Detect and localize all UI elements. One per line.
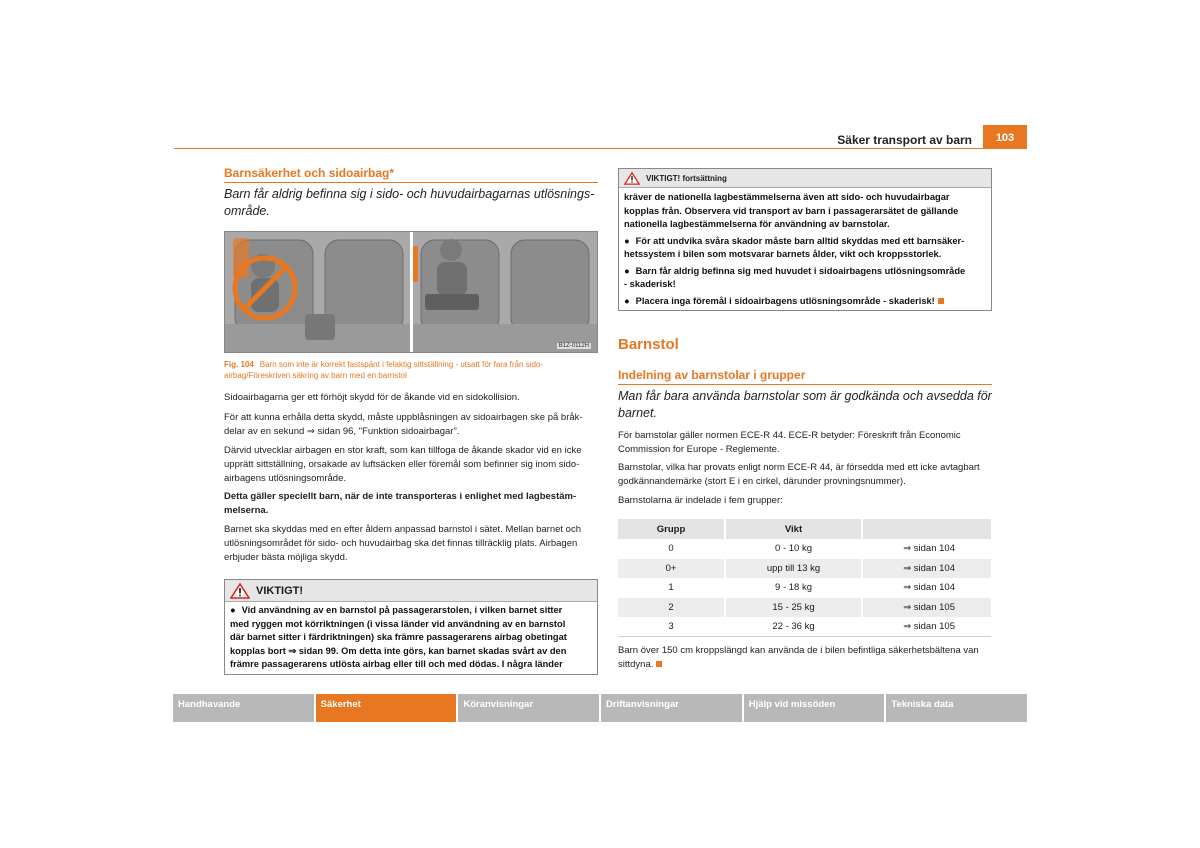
nav-tab-driftanvisningar[interactable]: Driftanvisningar	[601, 694, 742, 722]
warning-continuation-box	[618, 168, 992, 311]
cell-page-link[interactable]: ⇒ sidan 104	[903, 582, 955, 594]
table-header-row	[618, 519, 991, 539]
figure-caption	[224, 359, 602, 381]
bullet-icon: ●	[624, 265, 630, 276]
section-rule	[224, 182, 598, 183]
warning-line: kopplas från. Observera vid transport av barn i passagerarsätet de gällande	[624, 205, 959, 216]
table-row	[618, 559, 991, 579]
warning-continuation-label: VIKTIGT! fortsättning	[646, 173, 727, 183]
warning-header	[225, 580, 597, 602]
paragraph-5-line: Barnet ska skyddas med en efter åldern anpassad barnstol i sätet. Mellan barnet och	[224, 524, 581, 535]
warning-line: Barn får aldrig befinna sig med huvudet i sidoairbagens utlösningsområde	[635, 265, 966, 276]
paragraph-approval	[618, 461, 998, 489]
figure-code: B1Z-0112H	[558, 343, 589, 349]
paragraph-ece	[618, 429, 998, 457]
table-row	[618, 539, 991, 559]
warning-line: Vid användning av en barnstol på passagerarstolen, i vilken barnet sitter	[241, 605, 563, 615]
warning-line: nationella lagbestämmelserna för användning av barnstolar.	[624, 219, 890, 229]
cell-group: 1	[618, 578, 725, 598]
paragraph-3	[224, 444, 602, 486]
nav-tab-handhavande[interactable]: Handhavande	[173, 694, 314, 722]
paragraph-1: Sidoairbagarna ger ett förhöjt skydd för de åkande vid en sidokollision.	[224, 392, 520, 403]
figure-label: Fig. 104	[224, 360, 254, 369]
table-bottom-rule	[618, 636, 991, 637]
header-rule	[174, 148, 1027, 149]
bullet-icon: ●	[230, 605, 236, 615]
warning-triangle-icon	[230, 583, 250, 599]
warning-line: hetssystem i bilen som motsvarar barnets ålder, vikt och kroppsstorlek.	[624, 249, 942, 259]
warning-line: För att undvika svåra skador måste barn alltid skyddas med ett barnsäker-	[635, 235, 965, 246]
paragraph-5-line: erbjuder bästa möjliga skydd.	[224, 552, 348, 563]
cell-weight: 0 - 10 kg	[725, 539, 862, 559]
paragraph-belt	[618, 644, 998, 672]
end-mark-icon	[656, 661, 662, 667]
warning-box	[224, 579, 598, 675]
warning-line: främre passagerarens utlösta airbag eller till och med dödas. I några länder	[230, 659, 563, 669]
paragraph-line: Commission for Europe - Reglemente.	[618, 444, 780, 455]
cell-weight: 22 - 36 kg	[725, 617, 862, 637]
nav-tab-tekniska-data[interactable]: Tekniska data	[886, 694, 1027, 722]
section-intro: Barn får aldrig befinna sig i sido- och huvudairbagarnas utlösnings-område.	[224, 187, 595, 218]
table-row	[618, 578, 991, 598]
paragraph-line: sittdyna.	[618, 659, 654, 670]
warning-line: kopplas bort ⇒ sidan 99. Om detta inte görs, kan barnet skadas svårt av den	[230, 645, 567, 656]
car-seats-illustration	[225, 232, 598, 353]
paragraph-line: Barn över 150 cm kroppslängd kan använda de i bilen befintliga säkerhetsbältena van	[618, 645, 979, 656]
paragraph-2-line: delar av en sekund ⇒ sidan 96, "Funktion sidoairbagar".	[224, 426, 460, 437]
paragraph-4-emphasis	[224, 490, 602, 518]
column-header-group: Grupp	[618, 519, 725, 539]
paragraph-2-line: För att kunna erhålla detta skydd, måste uppblåsningen av sidoairbagen ske på bråk-	[224, 412, 583, 423]
chapter-title: Barnstol	[618, 336, 679, 353]
warning-line: med ryggen mot körriktningen (i vissa länder vid användning av en barnstol	[230, 618, 566, 629]
warning-line: - skaderisk!	[624, 279, 676, 289]
warning-line: kräver de nationella lagbestämmelserna även att sido- och huvudairbagar	[624, 192, 950, 202]
paragraph-line: Barnstolar, vilka har provats enligt norm ECE-R 44, är försedda med ett icke avtagbart	[618, 462, 980, 473]
nav-tab-sakerhet[interactable]: Säkerhet	[316, 694, 457, 722]
end-mark-icon	[938, 298, 944, 304]
column-header-weight: Vikt	[725, 519, 862, 539]
paragraph-4-line: melserna.	[224, 505, 269, 516]
table-row	[618, 617, 991, 637]
paragraph-3-line: upprätt sittställning, orsakade av luftsäcken eller föremål som befinner sig inom sido-	[224, 459, 580, 470]
section-title-groups: Indelning av barnstolar i grupper	[618, 368, 806, 382]
cell-group: 2	[618, 598, 725, 618]
paragraph-line: godkännandemärke (stort E i en cirkel, därunder provningsnummer).	[618, 476, 906, 487]
intro-line: barnet.	[618, 406, 657, 420]
section-intro-groups	[618, 388, 998, 422]
cell-weight: 15 - 25 kg	[725, 598, 862, 618]
running-header: Säker transport av barn	[837, 133, 972, 147]
column-header-reference	[862, 519, 991, 539]
warning-continuation-body	[619, 188, 991, 310]
warning-continuation-header	[619, 169, 991, 188]
cell-weight: 9 - 18 kg	[725, 578, 862, 598]
cell-group: 0+	[618, 559, 725, 579]
caption-line-1: Barn som inte är korrekt fastspänt i felaktig sittställning - utsatt för fara från sido-	[259, 360, 544, 369]
paragraph-2	[224, 411, 602, 439]
paragraph-line: För barnstolar gäller normen ECE-R 44. ECE-R betyder: Föreskrift från Economic	[618, 430, 961, 441]
figure-104-illustration	[224, 231, 598, 353]
table-row	[618, 598, 991, 618]
section-title-side-airbag: Barnsäkerhet och sidoairbag*	[224, 166, 395, 180]
page-number: 103	[983, 125, 1027, 149]
paragraph-5	[224, 523, 602, 565]
cell-weight: upp till 13 kg	[725, 559, 862, 579]
bullet-icon: ●	[624, 295, 630, 306]
paragraph-5-line: utlösningsområdet för sido- och huvudairbag ska det finnas tillräcklig plats. Airbagen	[224, 538, 578, 549]
intro-line: Man får bara använda barnstolar som är godkända och avsedda för	[618, 389, 992, 403]
paragraph-3-line: Därvid utvecklar airbagen en stor kraft, som kan tillfoga de åkande skador vid en icke	[224, 445, 582, 456]
caption-line-2: airbag/Föreskriven säkring av barn med en barnstol	[224, 371, 407, 380]
cell-page-link[interactable]: ⇒ sidan 105	[862, 598, 991, 618]
cell-page-link[interactable]: ⇒ sidan 104	[903, 543, 955, 555]
cell-group: 0	[618, 539, 725, 559]
group-table	[618, 519, 991, 637]
chapter-navigation	[173, 694, 1027, 722]
section-rule	[618, 384, 992, 385]
warning-label: VIKTIGT!	[256, 584, 304, 597]
cell-page-link[interactable]: ⇒ sidan 105	[903, 621, 955, 633]
paragraph-3-line: airbagens utlösningsområde.	[224, 473, 346, 484]
warning-body	[225, 602, 597, 674]
warning-triangle-icon	[624, 172, 640, 185]
paragraph-groups-intro: Barnstolarna är indelade i fem grupper:	[618, 495, 783, 506]
bullet-icon: ●	[624, 235, 630, 246]
warning-line: där barnet sitter i färdriktningen) ska främre passagerarens airbag obetingat	[230, 632, 567, 642]
paragraph-4-line: Detta gäller speciellt barn, när de inte transporteras i enlighet med lagbestäm-	[224, 491, 577, 502]
cell-page-link[interactable]: ⇒ sidan 104	[862, 559, 991, 579]
warning-line: Placera inga föremål i sidoairbagens utlösningsområde - skaderisk!	[635, 295, 935, 306]
cell-group: 3	[618, 617, 725, 637]
nav-tab-hjalp-vid-missoden[interactable]: Hjälp vid missöden	[744, 694, 885, 722]
nav-tab-koranvisningar[interactable]: Köranvisningar	[458, 694, 599, 722]
